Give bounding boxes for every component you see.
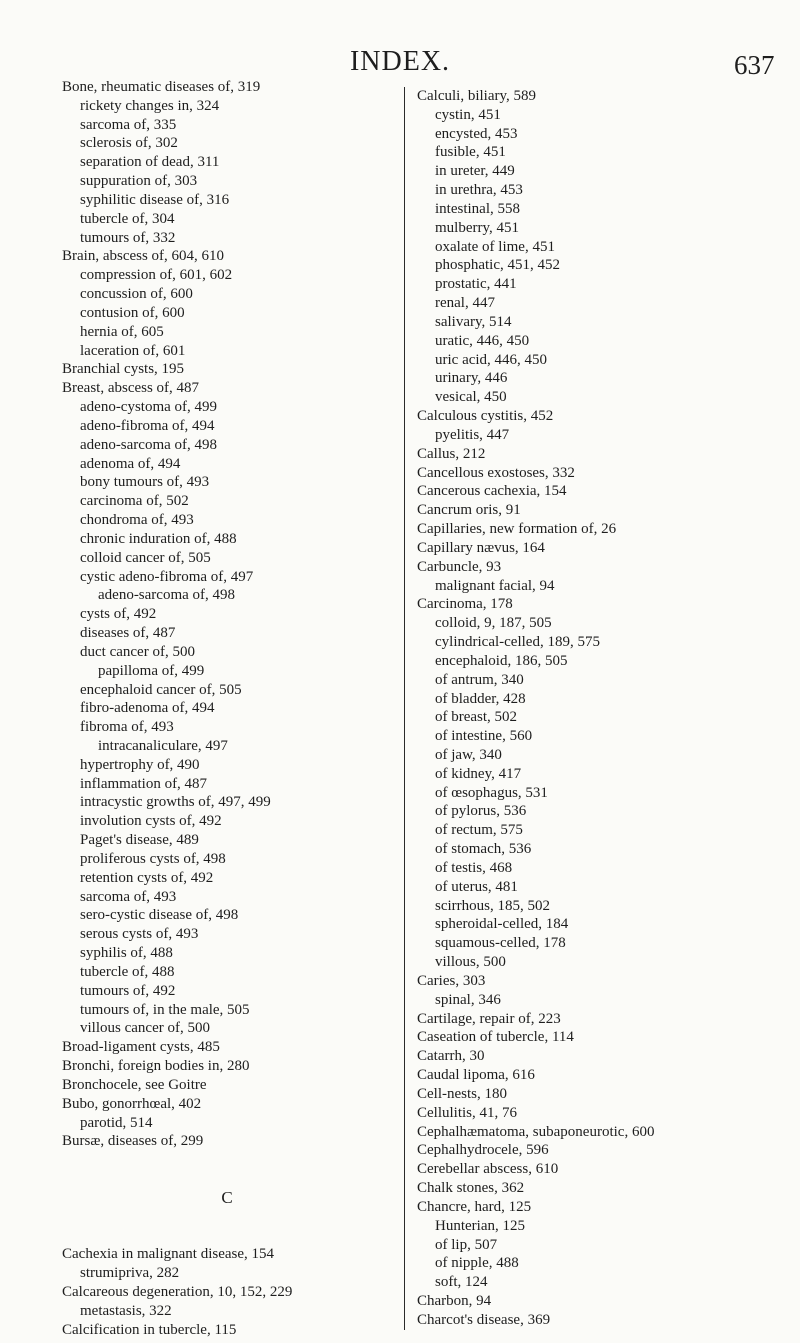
index-list-b-entries (62, 78, 392, 1151)
index-subentry: serous cysts of, 493 (80, 926, 199, 943)
index-subentry: proliferous cysts of, 498 (80, 850, 226, 867)
index-subentry: of stomach, 536 (435, 841, 532, 858)
index-entry: Cellulitis, 41, 76 (417, 1104, 518, 1121)
index-subentry: adeno-sarcoma of, 498 (98, 587, 236, 604)
index-subentry: fibro-adenoma of, 494 (80, 700, 215, 717)
index-subentry: phosphatic, 451, 452 (435, 257, 560, 274)
index-subentry: cystin, 451 (435, 106, 501, 123)
index-subentry: laceration of, 601 (80, 342, 186, 359)
index-subentry: concussion of, 600 (80, 286, 193, 303)
index-entry: Calcareous degeneration, 10, 152, 229 (62, 1283, 293, 1300)
index-entry: Calculi, biliary, 589 (417, 88, 537, 104)
index-subentry: squamous-celled, 178 (435, 935, 566, 952)
index-entry: Capillaries, new formation of, 26 (417, 521, 617, 538)
index-subentry: contusion of, 600 (80, 304, 185, 321)
index-subentry: adeno-sarcoma of, 498 (80, 436, 218, 453)
index-subentry: of rectum, 575 (435, 822, 523, 839)
index-subentry: villous, 500 (435, 954, 506, 971)
index-subentry: pyelitis, 447 (435, 426, 510, 443)
index-subentry: encephaloid, 186, 505 (435, 652, 568, 669)
index-entry: Brain, abscess of, 604, 610 (62, 248, 225, 265)
index-subentry: tumours of, in the male, 505 (80, 1001, 250, 1018)
index-subentry: tumours of, 332 (80, 229, 176, 246)
index-subentry: of bladder, 428 (435, 690, 526, 707)
index-subentry: tumours of, 492 (80, 982, 176, 999)
index-subentry: intracanaliculare, 497 (98, 737, 228, 754)
index-subentry: metastasis, 322 (80, 1302, 172, 1319)
index-subentry: inflammation of, 487 (80, 775, 208, 792)
index-entry: Calcification in tubercle, 115 (62, 1321, 237, 1338)
index-subentry: encysted, 453 (435, 125, 518, 142)
index-entry: Carbuncle, 93 (417, 558, 502, 575)
index-subentry: prostatic, 441 (435, 276, 517, 293)
index-subentry: hernia of, 605 (80, 323, 164, 340)
index-subentry: villous cancer of, 500 (80, 1020, 210, 1037)
index-subentry: vesical, 450 (435, 389, 507, 406)
index-entry: Cephalhydrocele, 596 (417, 1142, 549, 1159)
index-subentry: of lip, 507 (435, 1236, 498, 1253)
index-entry: Cancellous exostoses, 332 (417, 464, 575, 481)
index-subentry: duct cancer of, 500 (80, 643, 195, 660)
index-entry: Caseation of tubercle, 114 (417, 1029, 574, 1046)
index-entry: Callus, 212 (417, 445, 486, 462)
index-subentry: separation of dead, 311 (80, 154, 220, 171)
index-entry: Cartilage, repair of, 223 (417, 1010, 561, 1027)
index-column-right (404, 87, 797, 1330)
index-entry: Bursæ, diseases of, 299 (62, 1133, 204, 1150)
index-column-left (62, 78, 392, 1339)
index-subentry: of œsophagus, 531 (435, 784, 548, 801)
index-subentry: in urethra, 453 (435, 182, 523, 199)
index-subentry: sarcoma of, 335 (80, 116, 177, 133)
index-subentry: tubercle of, 488 (80, 963, 175, 980)
index-entry: Charcot's disease, 369 (417, 1311, 551, 1328)
index-subentry: carcinoma of, 502 (80, 493, 189, 510)
index-subentry: syphilis of, 488 (80, 945, 173, 962)
index-subentry: of uterus, 481 (435, 878, 518, 895)
index-subentry: hypertrophy of, 490 (80, 756, 200, 773)
index-entry: Calculous cystitis, 452 (417, 408, 554, 425)
index-subentry: bony tumours of, 493 (80, 474, 210, 491)
index-subentry: diseases of, 487 (80, 625, 176, 642)
index-entry: Breast, abscess of, 487 (62, 380, 200, 397)
index-subentry: of antrum, 340 (435, 671, 524, 688)
index-subentry: renal, 447 (435, 295, 495, 312)
index-subentry: fibroma of, 493 (80, 719, 174, 736)
index-subentry: spheroidal-celled, 184 (435, 916, 569, 933)
index-subentry: strumipriva, 282 (80, 1265, 180, 1282)
index-entry: Chalk stones, 362 (417, 1180, 525, 1197)
index-subentry: compression of, 601, 602 (80, 267, 233, 284)
index-subentry: colloid, 9, 187, 505 (435, 615, 552, 632)
index-subentry: cysts of, 492 (80, 606, 157, 623)
section-letter-c: C (221, 1188, 233, 1208)
index-subentry: scirrhous, 185, 502 (435, 897, 550, 914)
index-subentry: uratic, 446, 450 (435, 332, 530, 349)
index-subentry: intestinal, 558 (435, 200, 520, 217)
index-subentry: sclerosis of, 302 (80, 135, 178, 152)
index-entry: Broad-ligament cysts, 485 (62, 1039, 220, 1056)
index-subentry: sero-cystic disease of, 498 (80, 907, 239, 924)
index-subentry: rickety changes in, 324 (80, 97, 220, 114)
index-entry: Cancrum oris, 91 (417, 502, 521, 519)
index-subentry: of intestine, 560 (435, 728, 533, 745)
index-subentry: parotid, 514 (80, 1114, 153, 1131)
index-subentry: malignant facial, 94 (435, 577, 555, 594)
index-subentry: of kidney, 417 (435, 765, 522, 782)
index-entry: Chancre, hard, 125 (417, 1198, 532, 1215)
index-subentry: papilloma of, 499 (98, 662, 205, 679)
index-subentry: salivary, 514 (435, 313, 512, 330)
index-subentry: suppuration of, 303 (80, 173, 198, 190)
index-list-c-entries (62, 1245, 392, 1339)
index-subentry: oxalate of lime, 451 (435, 238, 555, 255)
index-entry: Bronchocele, see Goitre (62, 1076, 207, 1093)
index-subentry: syphilitic disease of, 316 (80, 191, 230, 208)
index-subentry: colloid cancer of, 505 (80, 549, 211, 566)
index-entry: Capillary nævus, 164 (417, 539, 545, 556)
index-subentry: cylindrical-celled, 189, 575 (435, 634, 600, 651)
index-subentry: soft, 124 (435, 1274, 488, 1291)
index-subentry: of pylorus, 536 (435, 803, 527, 820)
index-subentry: of testis, 468 (435, 859, 513, 876)
index-subentry: chronic induration of, 488 (80, 530, 237, 547)
index-subentry: urinary, 446 (435, 370, 508, 387)
index-entry: Charbon, 94 (417, 1293, 492, 1309)
index-entry: Cachexia in malignant disease, 154 (62, 1246, 275, 1263)
index-entry: Caudal lipoma, 616 (417, 1067, 535, 1084)
index-entry: Branchial cysts, 195 (62, 361, 185, 378)
index-subentry: cystic adeno-fibroma of, 497 (80, 568, 254, 585)
index-subentry: of nipple, 488 (435, 1255, 519, 1272)
index-entry: Caries, 303 (417, 972, 486, 989)
index-subentry: adeno-cystoma of, 499 (80, 399, 218, 416)
index-entry: Cell-nests, 180 (417, 1085, 507, 1102)
page-title: INDEX. (349, 46, 451, 77)
index-entry: Carcinoma, 178 (417, 596, 513, 613)
index-subentry: encephaloid cancer of, 505 (80, 681, 242, 698)
index-subentry: adenoma of, 494 (80, 455, 181, 472)
index-subentry: retention cysts of, 492 (80, 869, 214, 886)
index-subentry: mulberry, 451 (435, 219, 520, 236)
index-entry: Bubo, gonorrhœal, 402 (62, 1095, 202, 1112)
index-subentry: Hunterian, 125 (435, 1217, 525, 1234)
index-subentry: of breast, 502 (435, 709, 518, 726)
index-entry: Bone, rheumatic diseases of, 319 (62, 79, 261, 95)
index-subentry: intracystic growths of, 497, 499 (80, 794, 271, 811)
index-subentry: tubercle of, 304 (80, 210, 175, 227)
page-number: 637 (734, 50, 775, 80)
index-subentry: involution cysts of, 492 (80, 813, 222, 830)
index-entry: Cancerous cachexia, 154 (417, 483, 567, 500)
index-subentry: chondroma of, 493 (80, 512, 194, 529)
index-subentry: spinal, 346 (435, 991, 501, 1008)
index-subentry: in ureter, 449 (435, 163, 515, 180)
index-subentry: adeno-fibroma of, 494 (80, 417, 215, 434)
index-entry: Cephalhæmatoma, subaponeurotic, 600 (417, 1123, 655, 1140)
index-entry: Catarrh, 30 (417, 1048, 485, 1065)
index-entry: Bronchi, foreign bodies in, 280 (62, 1058, 250, 1075)
index-subentry: sarcoma of, 493 (80, 888, 177, 905)
index-list-c-continued (417, 87, 797, 1330)
index-subentry: fusible, 451 (435, 144, 506, 161)
index-entry: Cerebellar abscess, 610 (417, 1161, 559, 1178)
index-subentry: Paget's disease, 489 (80, 832, 199, 849)
index-subentry: uric acid, 446, 450 (435, 351, 548, 368)
index-subentry: of jaw, 340 (435, 746, 502, 763)
